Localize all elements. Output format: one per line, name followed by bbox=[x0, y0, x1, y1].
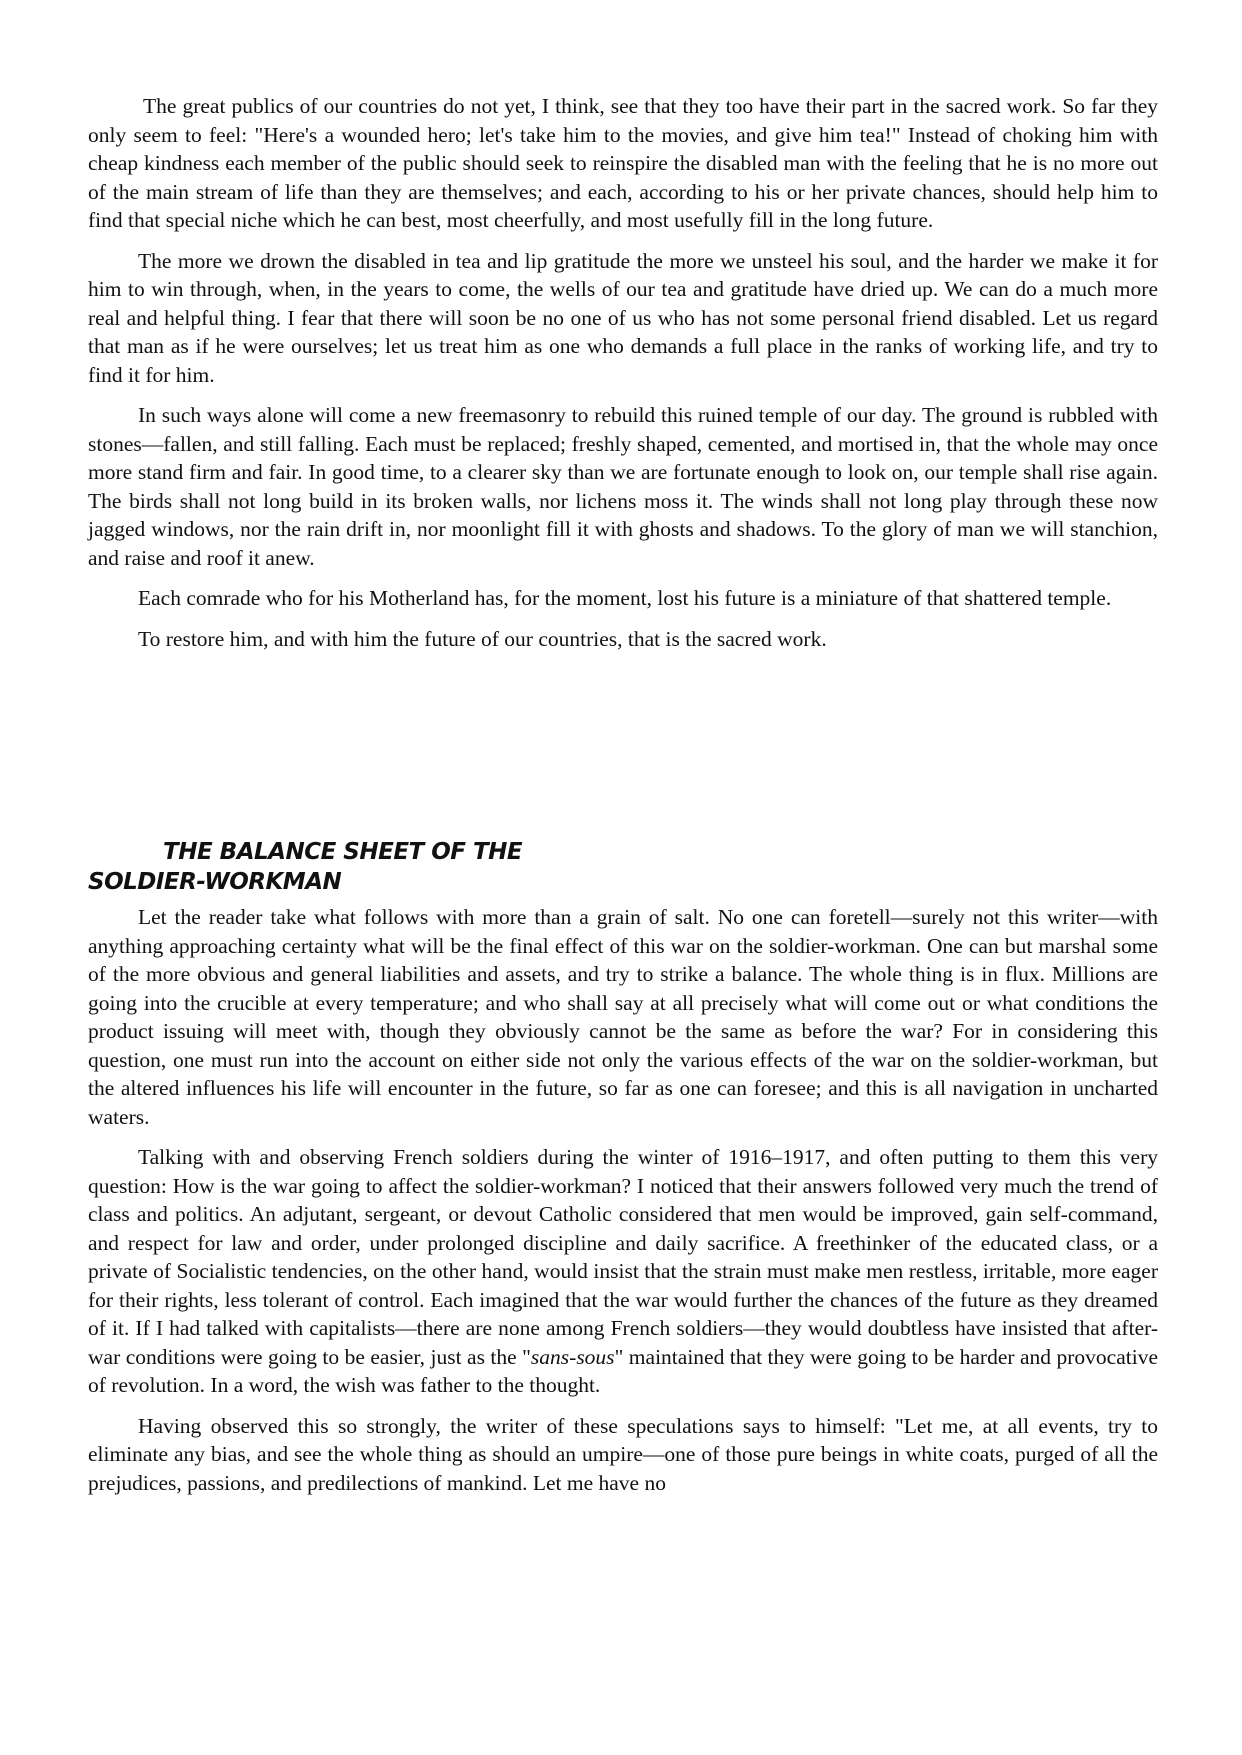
paragraph-sacred-work: To restore him, and with him the future of our countries, that is the sacred work. bbox=[138, 626, 827, 651]
section-heading-line1: THE BALANCE SHEET OF THE bbox=[163, 839, 523, 865]
paragraph-french-soldiers bbox=[88, 1143, 1158, 1400]
paragraph-french-soldiers-text: Talking with and observing French soldiers during the winter of 1916–1917, and often putting to them this very question: How is the war going to affect the soldier-workman? I noticed that their answers followed very much the trend of class and politics. An adjutant, sergeant, or devout Catholic considered that men would be improved, gain self-command, and respect for law and order, under prolonged discipline and daily sacrifice. A freethinker of the educated class, or a private of Socialistic tendencies, on the other hand, would insist that the strain must make men restless, irritable, more eager for their rights, less tolerant of control. Each imagined that the war would further the chances of the future as they dreamed of it. If I had talked with capitalists—there are none among French soldiers—they would doubtless have insisted that after-war conditions were going to be easier, just as the " bbox=[88, 1145, 1158, 1369]
section-heading-line2: SOLDIER-WORKMAN bbox=[88, 869, 342, 895]
paragraph-umpire: Having observed this so strongly, the writer of these speculations says to himself: "Let me, at all events, try to eliminate any bias, and see the whole thing as should an umpire—one of those pure beings in white coats, purged of all the prejudices, passions, and predilections of mankind. Let me have no bbox=[88, 1413, 1158, 1495]
document-page bbox=[88, 92, 1158, 1509]
paragraph-tea-gratitude: The more we drown the disabled in tea and lip gratitude the more we unsteel his soul, and the harder we make it for him to win through, when, in the years to come, the wells of our tea and gratitude have dried up. We can do a much more real and helpful thing. I fear that there will soon be no one of us who has not some personal friend disabled. Let us regard that man as if he were ourselves; let us treat him as one who demands a full place in the ranks of working life, and try to find it for him. bbox=[88, 248, 1158, 387]
italic-term: sans-sous bbox=[530, 1344, 615, 1369]
paragraph-grain-of-salt: Let the reader take what follows with more than a grain of salt. No one can foretell—surely not this writer—with anything approaching certainty what will be the final effect of this war on the soldier-workman. One can but marshal some of the more obvious and general liabilities and assets, and try to strike a balance. The whole thing is in flux. Millions are going into the crucible at every temperature; and who shall say at all precisely what will come out or what conditions the product issuing will meet with, though they obviously cannot be the same as before the war? For in considering this question, one must run into the account on either side not only the various effects of the war on the soldier-workman, but the altered influences his life will encounter in the future, so far as one can foresee; and this is all navigation in uncharted waters. bbox=[88, 905, 1158, 1129]
paragraph-public-role: The great publics of our countries do not yet, I think, see that they too have their part in the sacred work. So far they only seem to feel: "Here's a wounded hero; let's take him to the movies, and give him tea!" Instead of choking him with cheap kindness each member of the public should seek to reinspire the disabled man with the feeling that he is no more out of the main stream of life than they are themselves; and each, according to his or her private chances, should help him to find that special niche which he can best, most cheerfully, and most usefully fill in the long future. bbox=[88, 94, 1158, 232]
section-spacer bbox=[88, 665, 1158, 837]
paragraph-freemasonry-temple: In such ways alone will come a new freemasonry to rebuild this ruined temple of our day. The ground is rubbled with stones—fallen, and still falling. Each must be replaced; freshly shaped, cemented, and mortised in, that the whole may once more stand firm and fair. In good time, to a clearer sky than we are fortunate enough to look on, our temple shall rise again. The birds shall not long build in its broken walls, nor lichens moss it. The winds shall not long play through these now jagged windows, nor the rain drift in, nor moonlight fill it with ghosts and shadows. To the glory of man we will stanchion, and raise and roof it anew. bbox=[88, 403, 1158, 570]
paragraph-comrade-miniature: Each comrade who for his Motherland has, for the moment, lost his future is a miniature of that shattered temple. bbox=[138, 586, 1112, 610]
section-heading bbox=[88, 837, 1158, 897]
paragraph-french-soldiers-tail: " maintained that they were going to be harder and provocative of revolution. In a word, the wish was father to the thought. bbox=[88, 1344, 1158, 1397]
